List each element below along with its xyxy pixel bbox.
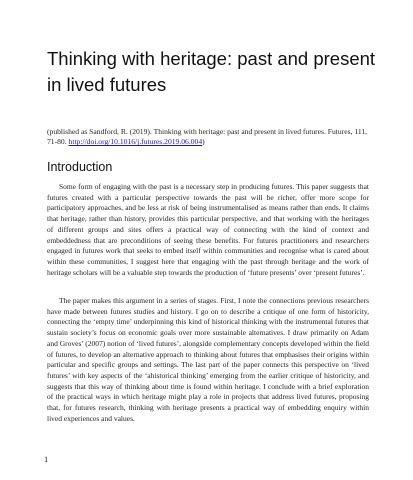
paragraph: Some form of engaging with the past is a necessary step in producing futures. This paper suggests that futures created with a particular perspective towards the past will be richer, offer more scope for participatory approaches, and be less at risk of being instrumentalised as means rather than ends. It claims that heritage, rather than history, provides this particular perspective, and that working with the heritages of different groups and sites offers a practical way of connecting with the kind of context and embeddedness that are preconditions of seeing these benefits. For futures practitioners and researchers engaged in futures work that seeks to embed itself within communities and recognise what is cared about within these communities, I suggest here that engaging with the past through heritage and the work of heritage scholars will be a valuable step towards the production of ‘future presents’ over ‘present futures’. (47, 182, 369, 277)
citation-close: ) (202, 137, 205, 147)
doi-link[interactable]: http://doi.org/10.1016/j.futures.2019.06.004 (68, 137, 203, 147)
page-number: 1 (44, 454, 49, 464)
paragraph: The paper makes this argument in a series of stages. First, I note the connections previous researchers have made between futures studies and history. I go on to describe a critique of one form of historicity, connecting the ‘empty time’ underpinning this kind of historical thinking with the instrumental futures that sustain society’s focus on economic goals over more sustainable alternatives. I draw primarily on Adam and Groves’ (2007) notion of ‘lived futures’, alongside complementary concepts developed within the field of futures, to develop an alternative approach to thinking about futures that emphasises their origins within particular and specific groups and settings. The last part of the paper connects this perspective on ‘lived futures’ with key aspects of the ‘ahistorical thinking’ emerging from the earlier critique of historicity, and suggests that this way of thinking about time is found within heritage. I conclude with a brief exploration of the practical ways in which heritage might play a role in projects that address lived futures, proposing that, for futures research, thinking with heritage presents a practical way of embedding enquiry within lived experiences and values. (47, 296, 369, 423)
citation (47, 127, 372, 148)
citation-text: (published as Sandford, R. (2019). Thinking with heritage: past and present in lived futures. Futures, 111, 71-80. (47, 127, 368, 147)
section-heading-introduction: Introduction (47, 160, 113, 174)
document-title: Thinking with heritage: past and present in lived futures (47, 48, 376, 95)
